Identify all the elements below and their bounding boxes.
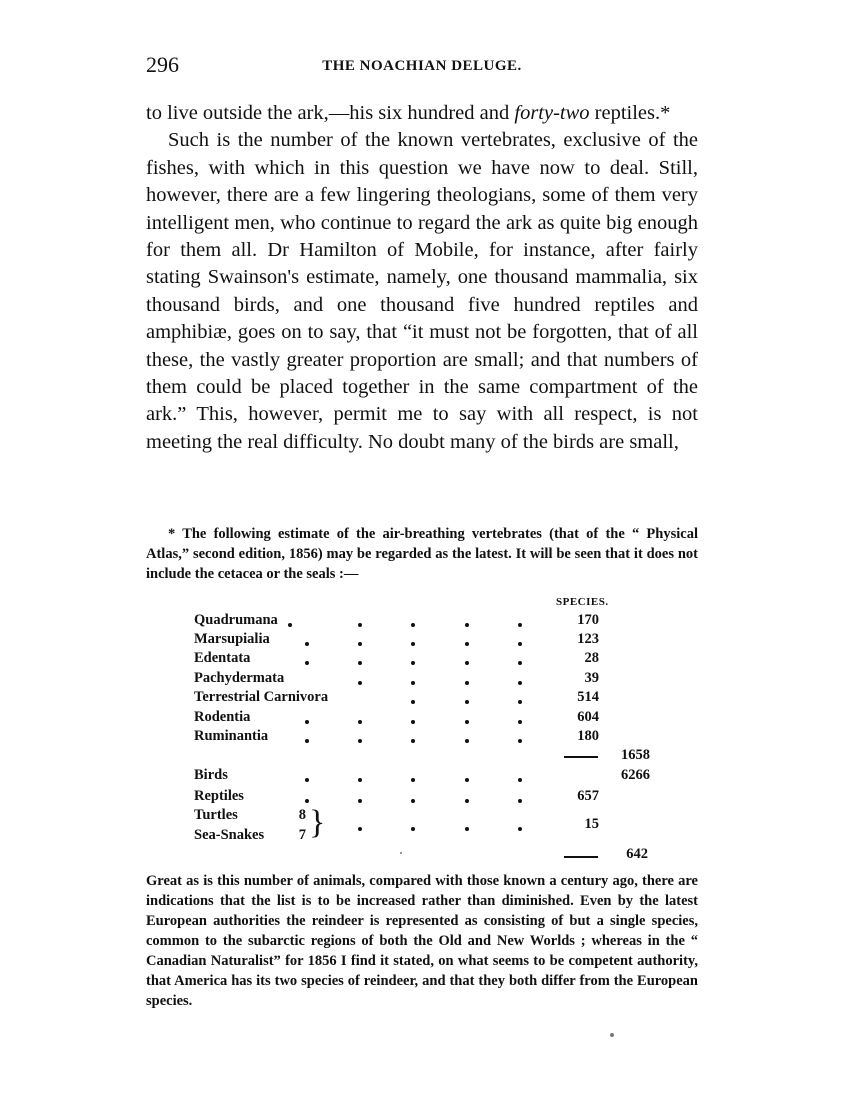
closing-footnote: [146, 871, 698, 1011]
row-label: Edentata: [194, 650, 251, 666]
leader-dot: [305, 661, 309, 665]
leader-dot: [288, 623, 292, 627]
leader-dot: [518, 661, 522, 665]
leader-dot: [465, 661, 469, 665]
row-label: Rodentia: [194, 709, 251, 725]
row-label: Reptiles: [194, 788, 244, 804]
leader-dot: [465, 642, 469, 646]
row-label: Turtles: [194, 807, 238, 823]
leader-dot: [465, 827, 469, 831]
table-row: [146, 709, 698, 729]
row-value: 170: [577, 612, 599, 628]
leader-dot: [465, 720, 469, 724]
leader-dot: [305, 778, 309, 782]
row-value: 604: [577, 709, 599, 725]
row-value: 15: [584, 816, 599, 832]
birds-total: 6266: [621, 767, 650, 783]
leader-dot: [518, 778, 522, 782]
table-row: [146, 631, 698, 651]
row-label: Sea-Snakes: [194, 827, 265, 843]
leader-dot: [411, 661, 415, 665]
leader-dot: [358, 799, 362, 803]
leader-dot: [305, 642, 309, 646]
leader-dot: [411, 799, 415, 803]
italic-phrase: forty-two: [514, 102, 590, 124]
leader-dot: [411, 827, 415, 831]
row-label: Quadrumana: [194, 612, 278, 628]
table-row: [146, 670, 698, 690]
table-row: [146, 689, 698, 709]
leader-dot: [358, 720, 362, 724]
ink-speck: [610, 1033, 614, 1037]
leader-dot: [411, 739, 415, 743]
leader-dot: [358, 623, 362, 627]
leader-dot: [518, 739, 522, 743]
leader-dot: [411, 642, 415, 646]
leader-dot: [465, 739, 469, 743]
species-column-header: SPECIES.: [556, 596, 609, 608]
brace-glyph: }: [309, 804, 326, 841]
leader-dot: [465, 700, 469, 704]
turtles-count: 8: [298, 807, 306, 823]
leader-dot: [358, 661, 362, 665]
leader-dot: [358, 778, 362, 782]
leader-dot: [305, 720, 309, 724]
table-row: [146, 788, 698, 808]
reptiles-total: 642: [626, 846, 648, 862]
row-value: 514: [577, 689, 599, 705]
row-value: 657: [577, 788, 599, 804]
paragraph-continuation: to live outside the ark,—his six hundred and forty-two reptiles.*: [146, 102, 671, 124]
row-label: Marsupialia: [194, 631, 270, 647]
leader-dot: [518, 799, 522, 803]
row-label: Terrestrial Carnivora: [194, 689, 329, 705]
table-row: [146, 767, 698, 787]
leader-dot: [305, 799, 309, 803]
leader-dot: [305, 739, 309, 743]
leader-dot: [518, 720, 522, 724]
leader-dot: [358, 681, 362, 685]
subtotal-row: [146, 747, 698, 767]
ink-speck: [400, 852, 402, 854]
leader-dot: [358, 642, 362, 646]
leader-dot: [518, 623, 522, 627]
table-row: [146, 612, 698, 632]
row-label: Pachydermata: [194, 670, 285, 686]
table-row: [146, 728, 698, 748]
leader-dot: [518, 700, 522, 704]
row-value: 123: [577, 631, 599, 647]
row-value: 28: [584, 650, 599, 666]
row-value: 180: [577, 728, 599, 744]
combined-row: [146, 816, 698, 836]
leader-dot: [411, 778, 415, 782]
row-label: Birds: [194, 767, 228, 783]
leader-dot: [518, 642, 522, 646]
main-text: [146, 100, 698, 456]
leader-dot: [411, 700, 415, 704]
leader-dot: [411, 623, 415, 627]
mammals-total: 1658: [621, 747, 650, 763]
subtotal-row: [146, 846, 698, 866]
leader-dot: [518, 827, 522, 831]
page-number: 296: [146, 52, 179, 77]
leader-dot: [465, 799, 469, 803]
footnote-intro: * The following estimate of the air-breathing vertebrates (that of the “ Physical Atlas,” second edition, 1856) may be regarded as the latest. It will be seen that it does not include the cetacea or the seals :—: [146, 526, 698, 582]
paragraph: Such is the number of the known vertebrates, exclusive of the fishes, with which in this question we have now to deal. Still, however, there are a few lingering theologians, some of them very intelligent men, who continue to regard the ark as quite big enough for them all. Dr Hamilton of Mobile, for instance, after fairly stating Swainson's estimate, namely, one thousand mammalia, six thousand birds, and one thousand five hundred reptiles and amphibiæ, goes on to say, that “it must not be forgotten, that of all these, the vastly greater proportion are small; and that numbers of them could be placed together in the same compartment of the ark.” This, however, permit me to say with all respect, is not meeting the real difficulty. No doubt many of the birds are small,: [146, 129, 698, 453]
paragraph: Great as is this number of animals, compared with those known a century ago, there are indications that the list is to be increased rather than diminished. Even by the latest European authorities the reindeer is represented as consisting of but a single species, common to the subarctic regions of both the Old and New Worlds ; whereas in the “ Canadian Naturalist” for 1856 I find it stated, on what seems to be competent authority, that America has its two species of reindeer, and that they both differ from the European species.: [146, 873, 698, 1009]
running-title: THE NOACHIAN DELUGE.: [322, 58, 522, 74]
table-row: [146, 650, 698, 670]
leader-dot: [518, 681, 522, 685]
leader-dot: [411, 681, 415, 685]
leader-dot: [465, 681, 469, 685]
page-header: [146, 52, 698, 82]
row-label: Ruminantia: [194, 728, 269, 744]
footnote: [146, 524, 698, 584]
row-value: 39: [584, 670, 599, 686]
sea-snakes-count: 7: [298, 827, 306, 843]
leader-dot: [358, 739, 362, 743]
leader-dot: [465, 778, 469, 782]
leader-dot: [411, 720, 415, 724]
leader-dot: [358, 827, 362, 831]
leader-dot: [465, 623, 469, 627]
